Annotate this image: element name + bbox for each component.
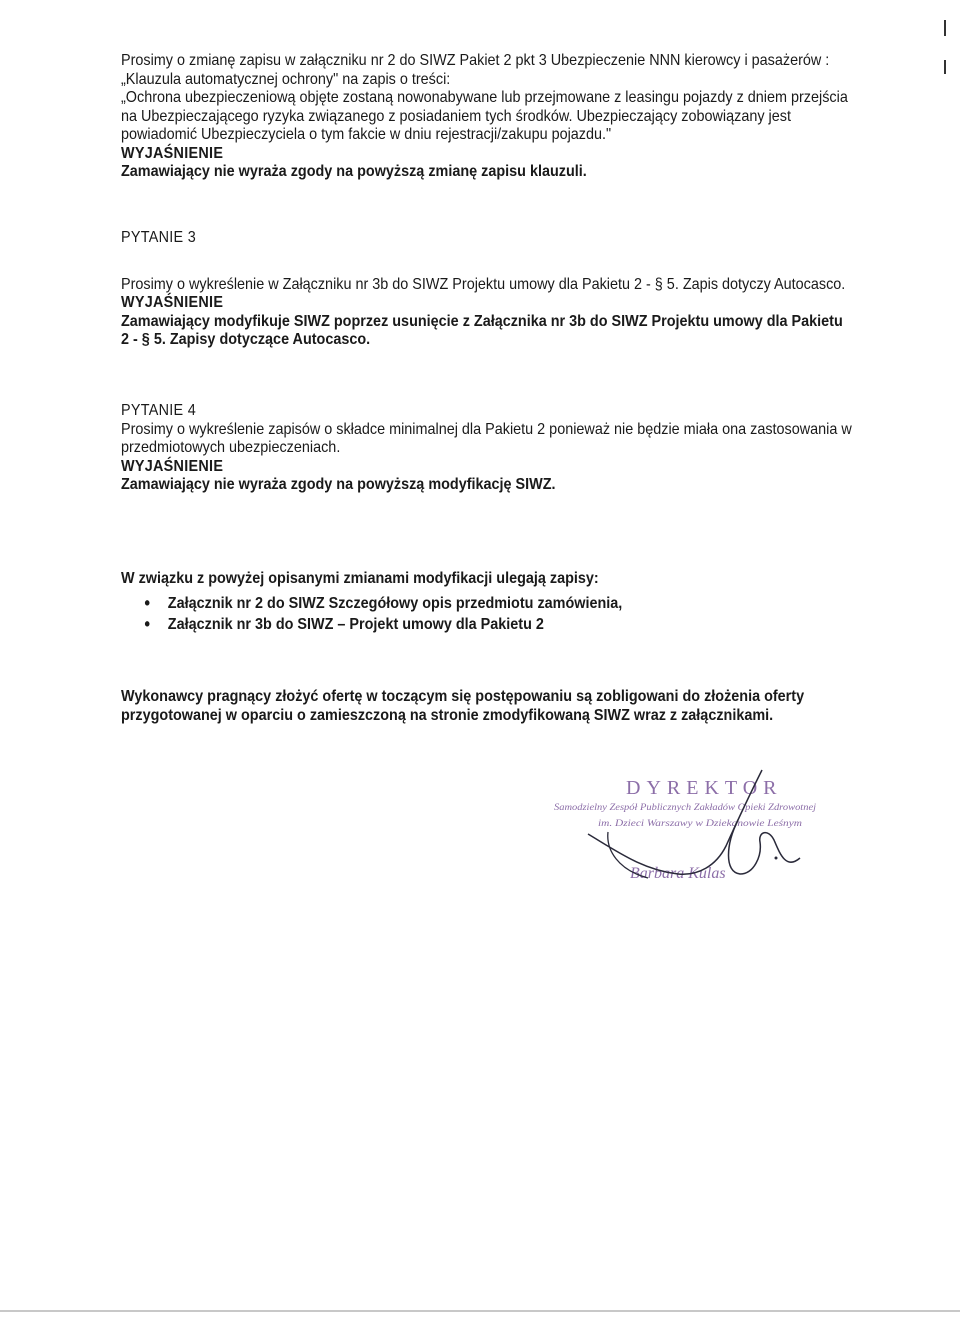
changes-section (121, 570, 847, 635)
question-4-answer: Zamawiający nie wyraża zgody na powyższą modyfikację SIWZ. (121, 476, 556, 493)
stamp-signature-name: Barbara Kulas (630, 865, 726, 882)
changes-intro: W związku z powyżej opisanymi zmianami modyfikacji ulegają zapisy: (121, 570, 599, 587)
question-4-text: Prosimy o wykreślenie zapisów o składce minimalnej dla Pakietu 2 ponieważ nie będzie miała ona zastosowania w przedmiotowych ubezpieczeniach. (121, 420, 852, 456)
request-line-2: „Klauzula automatycznej ochrony" na zapis o treści: (121, 70, 451, 88)
signature-stroke (729, 820, 801, 874)
question-3-text: Prosimy o wykreślenie w Załączniku nr 3b do SIWZ Projektu umowy dla Pakietu 2 - § 5. Zapis dotyczy Autocasco. (121, 275, 846, 293)
closing-section (121, 688, 847, 725)
scan-edge-mark (944, 60, 946, 74)
changes-list (121, 593, 847, 635)
scan-bottom-line (0, 1310, 960, 1312)
explanation-heading: WYJAŚNIENIE (121, 144, 224, 162)
request-section (121, 52, 847, 182)
director-stamp-signature (548, 762, 840, 894)
stamp-title: DYREKTOR (626, 777, 783, 799)
changes-list-item: • Załącznik nr 3b do SIWZ – Projekt umowy dla Pakietu 2 (121, 614, 900, 635)
question-3-heading: PYTANIE 3 (121, 229, 196, 246)
closing-paragraph: Wykonawcy pragnący złożyć ofertę w toczącym się postępowaniu są zobligowani do złożenia oferty przygotowanej w oparciu o zamieszczoną na stronie zmodyfikowaną SIWZ wraz z załącznikami. (121, 688, 805, 724)
explanation-answer: Zamawiający nie wyraża zgody na powyższą zmianę zapisu klauzuli. (121, 163, 587, 180)
question-3-answer: Zamawiający modyfikuje SIWZ poprzez usunięcie z Załącznika nr 3b do SIWZ Projektu umowy dla Pakietu 2 - § 5. Zapisy dotyczące Autocasco. (121, 312, 843, 348)
request-quote: „Ochrona ubezpieczeniową objęte zostaną nowonabywane lub przejmowane z leasingu pojazdy z dniem przejścia na Ubezpieczającego ryzyka związanego z posiadaniem tych środków. Ubezpieczający zobowiązany jest powiadomić Ubezpieczyciela o tym fakcie w dniu rejestracji/zakupu pojazdu." (121, 89, 848, 143)
question-4-heading: PYTANIE 4 (121, 402, 196, 419)
changes-list-item: • Załącznik nr 2 do SIWZ Szczegółowy opis przedmiotu zamówienia, (121, 593, 900, 614)
question-3-section (121, 229, 847, 350)
scan-edge-mark (944, 20, 946, 36)
request-line-1: Prosimy o zmianę zapisu w załączniku nr 2 do SIWZ Pakiet 2 pkt 3 Ubezpieczenie NNN kierowcy i pasażerów : (121, 52, 830, 69)
stamp-line-1: Samodzielny Zespół Publicznych Zakładów Opieki Zdrowotnej (554, 802, 817, 812)
stamp-line-2: im. Dzieci Warszawy w Dziekanowie Leśnym (598, 818, 803, 828)
question-4-explanation-heading: WYJAŚNIENIE (121, 457, 224, 475)
signature-dot (775, 857, 778, 860)
question-4-section (121, 402, 852, 495)
question-3-explanation-heading: WYJAŚNIENIE (121, 294, 224, 311)
